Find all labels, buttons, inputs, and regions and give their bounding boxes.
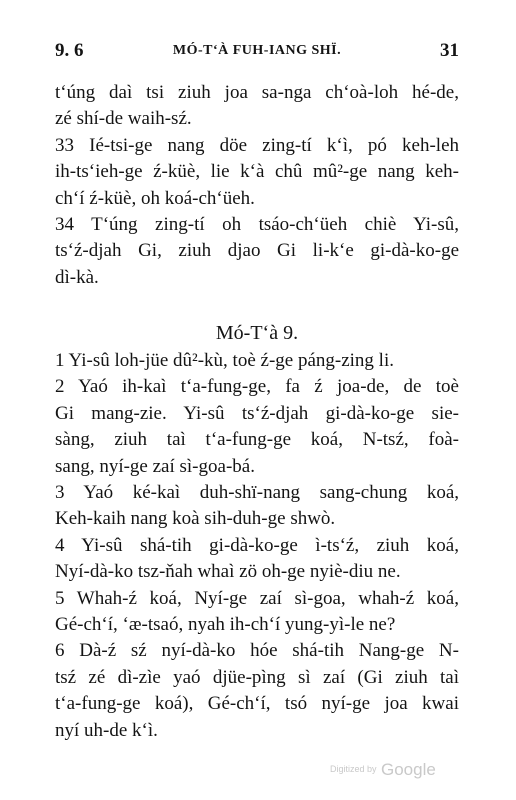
page-number: 31 [440, 40, 459, 61]
chapter-heading: Mó-T‘à 9. [215, 322, 299, 344]
paragraph-verse-2 [55, 374, 459, 480]
text-line: 1 Yi-sû loh-jüe dû²-kù, toè ź-ge páng-zing li. [55, 350, 394, 371]
paragraph-verse-5 [55, 586, 459, 639]
text-line: 2 Yaó ih-kaì t‘a-fung-ge, fa ź joa-de, de toè [55, 376, 459, 398]
text-line: sàng, ziuh taì t‘a-fung-ge koá, N-tsź, foà- [55, 429, 459, 451]
paragraph-verse-33 [55, 133, 459, 212]
text-line: nyí uh-de k‘ì. [55, 719, 158, 741]
text-line: Nyí-dà-ko tsz-ňah whaì zö oh-ge nyiè-diu ne. [55, 561, 401, 583]
paragraph-verse-1 [55, 348, 459, 374]
paragraph-verse-32-end [55, 80, 459, 133]
text-line: zé shí-de waih-sź. [55, 108, 192, 130]
watermark-small-text: Digitized by [330, 764, 377, 774]
running-header [55, 40, 459, 66]
paragraph-verse-34 [55, 212, 459, 291]
text-block-chapter-9 [55, 348, 459, 744]
text-line: Gi mang-zie. Yi-sû ts‘ź-djah gi-dà-ko-ge sie- [55, 402, 459, 424]
text-line: 33 Ié-tsi-ge nang döe zing-tí k‘ì, pó keh-leh [55, 134, 460, 156]
text-line: ih-ts‘ieh-ge ź-küè, lie k‘à chû mû²-ge nang keh- [55, 161, 459, 183]
text-line: 34 T‘úng zing-tí oh tsáo-ch‘üeh chiè Yi-sû, [55, 214, 459, 236]
text-line: 3 Yaó ké-kaì duh-shï-nang sang-chung koá, [55, 482, 460, 504]
text-line: dì-kà. [55, 266, 99, 288]
text-line: 5 Whah-ź koá, Nyí-ge zaí sì-goa, whah-ź koá, [55, 587, 459, 609]
text-line: Gé-ch‘í, ‘æ-tsaó, nyah ih-ch‘í yung-yì-le ne? [55, 614, 396, 636]
google-digitized-watermark [330, 760, 436, 780]
paragraph-verse-3 [55, 480, 459, 533]
paragraph-verse-6 [55, 638, 459, 744]
text-line: t‘a-fung-ge koá), Gé-ch‘í, tsó nyí-ge joa kwai [55, 693, 459, 715]
text-line: Keh-kaih nang koà sih-duh-ge shwò. [55, 508, 336, 530]
watermark-logo-text: Google [380, 760, 436, 779]
text-line: ts‘ź-djah Gi, ziuh djao Gi li-k‘e gi-dà-ko-ge [55, 240, 460, 262]
text-line: t‘úng daì tsi ziuh joa sa-nga ch‘oà-loh hé-de, [55, 82, 459, 103]
text-line: sang, nyí-ge zaí sì-goa-bá. [55, 455, 255, 477]
text-line: 6 Dà-ź sź nyí-dà-ko hóe shá-tih Nang-ge N- [55, 640, 459, 662]
text-line: 4 Yi-sû shá-tih gi-dà-ko-ge ì-ts‘ź, ziuh koá, [55, 534, 459, 556]
paragraph-verse-4 [55, 533, 459, 586]
text-block-chapter-8-end [55, 80, 459, 291]
chapter-verse-ref: 9. 6 [55, 40, 84, 61]
text-line: ch‘í ź-küè, oh koá-ch‘üeh. [55, 187, 255, 209]
running-title: MÓ-T‘À FUH-IANG SHÏ. [172, 43, 342, 58]
text-line: tsź zé dì-zìe yaó djüe-pìng sì zaí (Gi ziuh taì [55, 666, 460, 688]
